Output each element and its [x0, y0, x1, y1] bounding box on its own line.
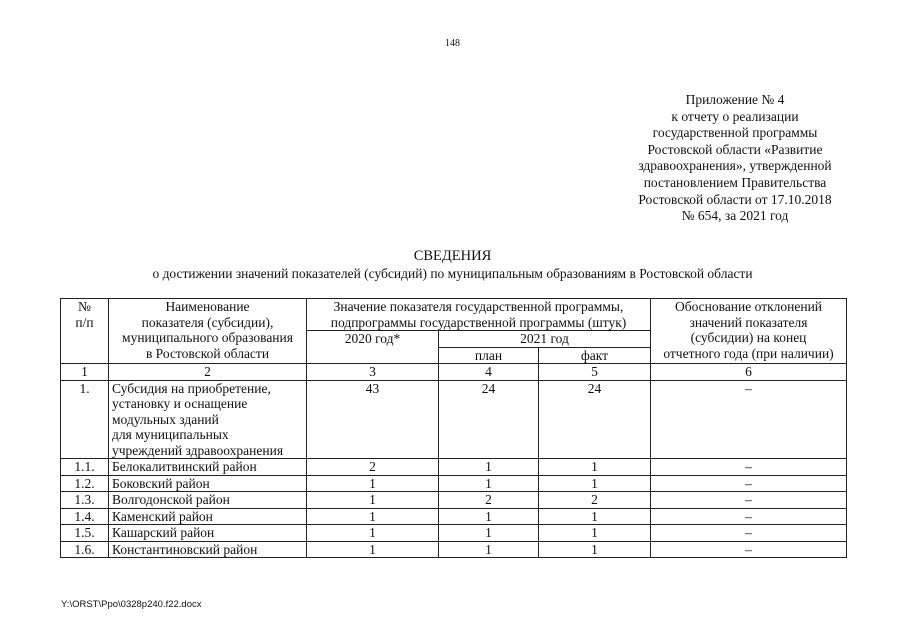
- row-fact: 2: [539, 492, 651, 509]
- appendix-line: № 654, за 2021 год: [681, 208, 789, 224]
- column-number: 1: [61, 364, 109, 381]
- footer-file-path: Y:\ORST\Ppo\0328p240.f22.docx: [61, 599, 202, 610]
- appendix-line: государственной программы: [652, 125, 818, 141]
- row-value-2020: 1: [307, 508, 439, 525]
- row-value-2020: 2: [307, 459, 439, 476]
- header-row: [61, 299, 847, 331]
- row-justification: –: [651, 508, 847, 525]
- row-name: Боковский район: [109, 475, 307, 492]
- row-plan: 24: [439, 380, 539, 459]
- column-number: 5: [539, 364, 651, 381]
- row-number: 1.6.: [61, 541, 109, 558]
- row-value-2020: 1: [307, 525, 439, 542]
- row-justification: –: [651, 459, 847, 476]
- row-justification: –: [651, 492, 847, 509]
- column-number: 6: [651, 364, 847, 381]
- table-row: [61, 459, 847, 476]
- table-row: [61, 508, 847, 525]
- appendix-line: Ростовской области от 17.10.2018: [638, 191, 832, 207]
- header-year-2021: 2021 год: [439, 331, 651, 348]
- page-number: 148: [445, 38, 460, 49]
- title-block: [0, 248, 905, 282]
- header-plan: план: [439, 347, 539, 364]
- row-number: 1.5.: [61, 525, 109, 542]
- row-number: 1.: [61, 380, 109, 459]
- row-justification: –: [651, 525, 847, 542]
- row-number: 1.2.: [61, 475, 109, 492]
- row-name: Субсидия на приобретение, установку и оснащение модульных зданий для муниципальных учреждений здравоохранения: [109, 380, 307, 459]
- row-plan: 1: [439, 525, 539, 542]
- appendix-line: Ростовской области «Развитие: [647, 141, 823, 157]
- row-justification: –: [651, 380, 847, 459]
- row-name: Кашарский район: [109, 525, 307, 542]
- row-plan: 1: [439, 541, 539, 558]
- document-subtitle: о достижении значений показателей (субсидий) по муниципальным образованиям в Ростовской области: [152, 266, 753, 281]
- row-name: Волгодонской район: [109, 492, 307, 509]
- row-justification: –: [651, 475, 847, 492]
- row-fact: 1: [539, 475, 651, 492]
- header-number: № п/п: [61, 299, 109, 364]
- appendix-line: Приложение № 4: [685, 92, 785, 107]
- appendix-line: постановлением Правительства: [643, 174, 827, 190]
- column-number: 2: [109, 364, 307, 381]
- row-number: 1.4.: [61, 508, 109, 525]
- row-value-2020: 1: [307, 475, 439, 492]
- row-number: 1.1.: [61, 459, 109, 476]
- table-row: [61, 380, 847, 459]
- appendix-block: [560, 92, 905, 225]
- appendix-line: к отчету о реализации: [671, 108, 799, 124]
- row-name: Константиновский район: [109, 541, 307, 558]
- document-title: СВЕДЕНИЯ: [413, 248, 492, 264]
- row-fact: 1: [539, 508, 651, 525]
- row-plan: 1: [439, 459, 539, 476]
- row-name: Каменский район: [109, 508, 307, 525]
- header-year-2020: 2020 год*: [307, 331, 439, 364]
- header-name: Наименование показателя (субсидии), муниципального образования в Ростовской области: [109, 299, 307, 364]
- header-justification: Обоснование отклонений значений показателя (субсидии) на конец отчетного года (при наличии): [651, 299, 847, 364]
- appendix-line: здравоохранения», утвержденной: [638, 158, 832, 174]
- row-value-2020: 43: [307, 380, 439, 459]
- row-plan: 2: [439, 492, 539, 509]
- row-name: Белокалитвинский район: [109, 459, 307, 476]
- row-value-2020: 1: [307, 492, 439, 509]
- row-value-2020: 1: [307, 541, 439, 558]
- table-row: [61, 525, 847, 542]
- row-plan: 1: [439, 508, 539, 525]
- row-number: 1.3.: [61, 492, 109, 509]
- indicators-table: [60, 298, 847, 558]
- column-number: 4: [439, 364, 539, 381]
- header-value-group: Значение показателя государственной программы, подпрограммы государственной программы (штук): [307, 299, 651, 331]
- table-row: [61, 475, 847, 492]
- column-number-row: [61, 364, 847, 381]
- row-fact: 1: [539, 525, 651, 542]
- row-justification: –: [651, 541, 847, 558]
- table-row: [61, 541, 847, 558]
- table-row: [61, 492, 847, 509]
- column-number: 3: [307, 364, 439, 381]
- row-fact: 1: [539, 541, 651, 558]
- header-fact: факт: [539, 347, 651, 364]
- row-plan: 1: [439, 475, 539, 492]
- row-fact: 1: [539, 459, 651, 476]
- row-fact: 24: [539, 380, 651, 459]
